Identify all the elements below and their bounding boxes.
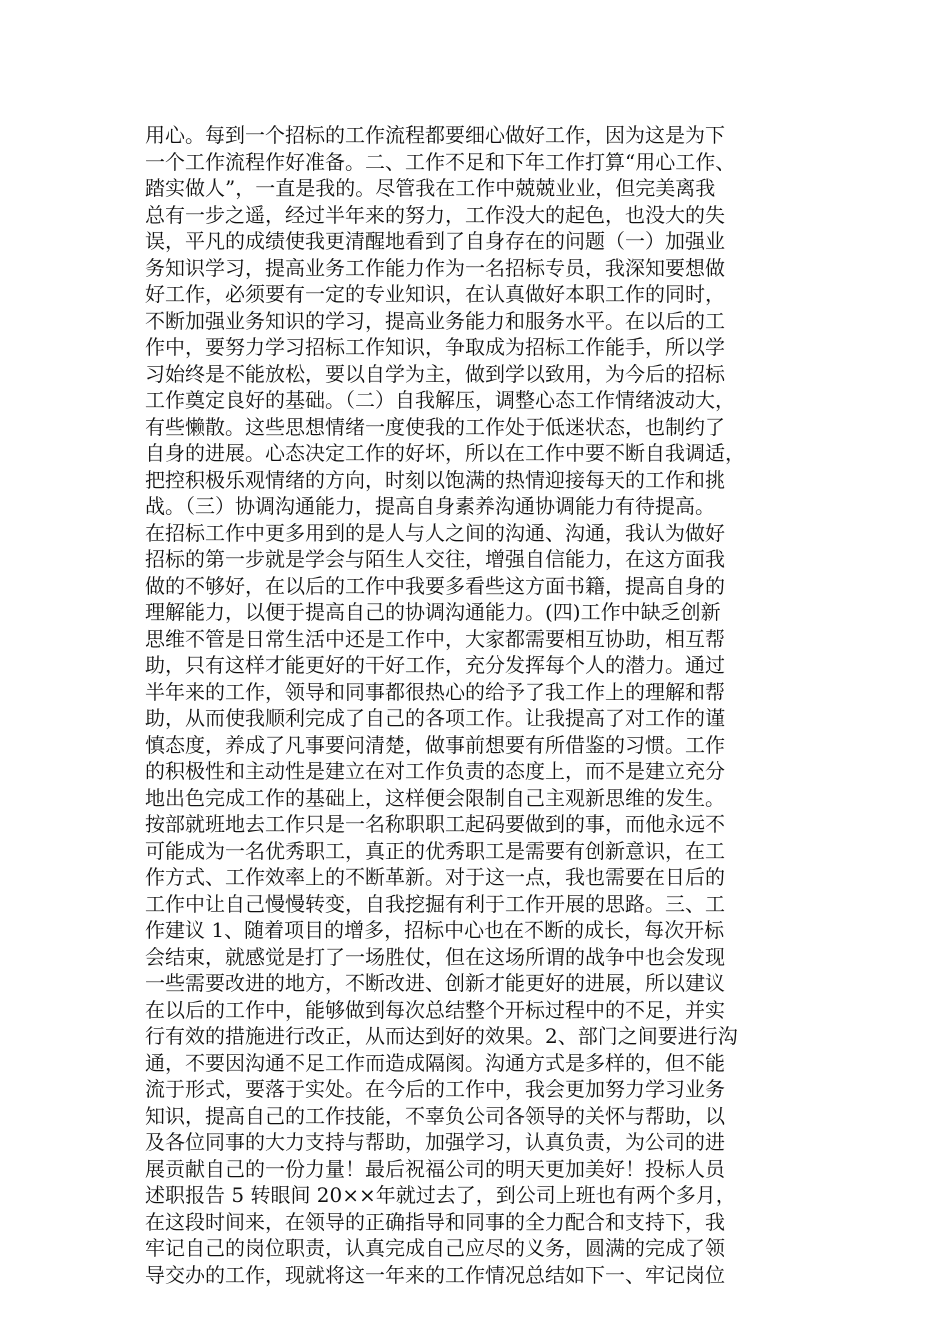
text-line: 牢记自己的岗位职责，认真完成自己应尽的义务，圆满的完成了领: [145, 1236, 725, 1260]
text-line: 导交办的工作，现就将这一年来的工作情况总结如下一、牢记岗位: [145, 1262, 725, 1287]
text-line: 把控积极乐观情绪的方向，时刻以饱满的热情迎接每天的工作和挑: [145, 467, 725, 492]
text-line: 用心。每到一个招标的工作流程都要细心做好工作，因为这是为下: [145, 123, 725, 147]
text-line: 一些需要改进的地方，不断改进、创新才能更好的进展，所以建议: [145, 971, 725, 995]
text-line: 踏实做人”，一直是我的。尽管我在工作中兢兢业业，但完美离我: [145, 176, 716, 200]
text-line: 通，不要因沟通不足工作而造成隔阂。沟通方式是多样的，但不能: [145, 1050, 725, 1075]
text-line: 行有效的措施进行改正，从而达到好的效果。2、部门之间要进行沟: [145, 1024, 738, 1048]
text-line: 会结束，就感觉是打了一场胜仗，但在这场所谓的战争中也会发现: [145, 944, 725, 969]
text-line: 作建议 1、随着项目的增多，招标中心也在不断的成长，每次开标: [145, 918, 725, 942]
text-line: 述职报告 5 转眼间 20××年就过去了，到公司上班也有两个多月，: [145, 1183, 736, 1207]
text-line: 在这段时间来，在领导的正确指导和同事的全力配合和支持下，我: [145, 1209, 725, 1234]
text-line: 展贡献自己的一份力量！最后祝福公司的明天更加美好！投标人员: [145, 1156, 725, 1181]
text-line: 可能成为一名优秀职工，真正的优秀职工是需要有创新意识，在工: [145, 838, 725, 863]
text-line: 慎态度，养成了凡事要问清楚，做事前想要有所借鉴的习惯。工作: [145, 732, 725, 757]
text-line: 工作中让自己慢慢转变，自我挖掘有利于工作开展的思路。三、工: [145, 891, 725, 916]
text-line: 理解能力，以便于提高自己的协调沟通能力。(四)工作中缺乏创新: [145, 600, 721, 624]
text-line: 战。（三）协调沟通能力，提高自身素养沟通协调能力有待提高。: [145, 494, 715, 518]
text-line: 作方式、工作效率上的不断革新。对于这一点，我也需要在日后的: [145, 865, 725, 889]
text-line: 半年来的工作，领导和同事都很热心的给予了我工作上的理解和帮: [145, 679, 725, 704]
text-line: 在招标工作中更多用到的是人与人之间的沟通、沟通，我认为做好: [145, 520, 725, 545]
text-line: 自身的进展。心态决定工作的好坏，所以在工作中要不断自我调适，: [145, 441, 745, 465]
text-line: 及各位同事的大力支持与帮助，加强学习，认真负责，为公司的进: [145, 1130, 725, 1154]
text-line: 误，平凡的成绩使我更清醒地看到了自身存在的问题（一）加强业: [145, 229, 725, 253]
text-line: 有些懒散。这些思想情绪一度使我的工作处于低迷状态，也制约了: [145, 414, 725, 439]
text-line: 招标的第一步就是学会与陌生人交往，增强自信能力，在这方面我: [145, 547, 725, 571]
text-line: 知识，提高自己的工作技能，不辜负公司各领导的关怀与帮助，以: [145, 1103, 725, 1128]
text-line: 流于形式，要落于实处。在今后的工作中，我会更加努力学习业务: [145, 1077, 725, 1101]
text-line: 务知识学习，提高业务工作能力作为一名招标专员，我深知要想做: [145, 255, 725, 280]
text-line: 不断加强业务知识的学习，提高业务能力和服务水平。在以后的工: [145, 308, 725, 333]
text-line: 总有一步之遥，经过半年来的努力，工作没大的起色，也没大的失: [145, 202, 725, 227]
body-text: [145, 122, 825, 1288]
text-line: 按部就班地去工作只是一名称职职工起码要做到的事，而他永远不: [145, 812, 725, 836]
text-line: 好工作，必须要有一定的专业知识，在认真做好本职工作的同时，: [145, 282, 725, 306]
text-line: 做的不够好，在以后的工作中我要多看些这方面书籍，提高自身的: [145, 573, 725, 598]
text-line: 思维不管是日常生活中还是工作中，大家都需要相互协助，相互帮: [145, 626, 725, 651]
text-line: 地出色完成工作的基础上，这样便会限制自己主观新思维的发生。: [145, 785, 725, 810]
text-line: 工作奠定良好的基础。（二）自我解压，调整心态工作情绪波动大，: [145, 388, 735, 412]
text-line: 助，从而使我顺利完成了自己的各项工作。让我提高了对工作的谨: [145, 706, 725, 730]
text-line: 习始终是不能放松，要以自学为主，做到学以致用，为今后的招标: [145, 361, 725, 386]
text-line: 一个工作流程作好准备。二、工作不足和下年工作打算“用心工作、: [145, 149, 736, 174]
text-line: 在以后的工作中，能够做到每次总结整个开标过程中的不足，并实: [145, 997, 725, 1022]
text-line: 的积极性和主动性是建立在对工作负责的态度上，而不是建立充分: [145, 759, 725, 783]
text-line: 作中，要努力学习招标工作知识，争取成为招标工作能手，所以学: [145, 335, 725, 359]
text-line: 助，只有这样才能更好的干好工作，充分发挥每个人的潜力。通过: [145, 653, 725, 677]
